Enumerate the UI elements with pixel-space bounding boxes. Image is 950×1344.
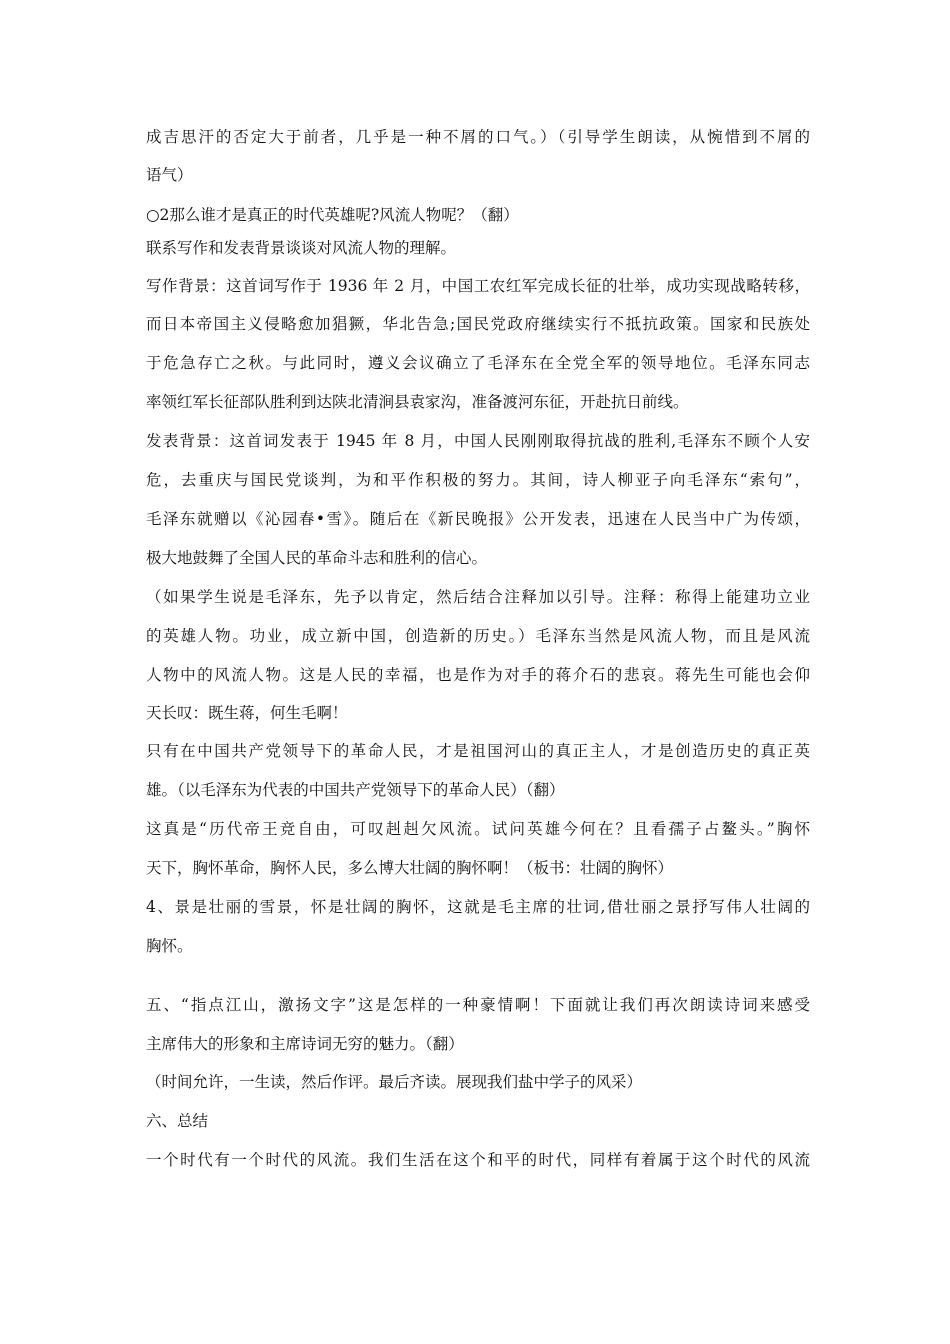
- text-line-1: 成吉思汗的否定大于前者，几乎是一种不屑的口气。）（引导学生朗读，从惋惜到不屑的: [146, 128, 810, 146]
- text-line-21: 4、景是壮丽的雪景，怀是壮阔的胸怀，这就是毛主席的壮词,借壮丽之景抒写伟人壮阔的: [146, 898, 810, 916]
- text-line-3: ○2那么谁才是真正的时代英雄呢?风流人物呢？（翻）: [146, 206, 519, 224]
- text-line-18: 雄。（以毛泽东为代表的中国共产党领导下的革命人民）（翻）: [146, 781, 565, 799]
- text-line-27: 一个时代有一个时代的风流。我们生活在这个和平的时代，同样有着属于这个时代的风流: [146, 1151, 810, 1169]
- text-line-13: （如果学生说是毛泽东，先予以肯定，然后结合注释加以引导。注释：称得上能建功立业: [146, 588, 810, 606]
- text-line-10: 危，去重庆与国民党谈判，为和平作积极的努力。其间，诗人柳亚子向毛泽东“索句”，: [146, 471, 810, 489]
- text-line-24: 主席伟大的形象和主席诗词无穷的魅力。（翻）: [146, 1035, 464, 1053]
- text-line-4: 联系写作和发表背景谈谈对风流人物的理解。: [146, 239, 457, 257]
- text-line-26: 六、总结: [146, 1112, 209, 1130]
- text-line-15: 人物中的风流人物。这是人民的幸福，也是作为对手的蒋介石的悲哀。蒋先生可能也会仰: [146, 666, 810, 684]
- text-line-22: 胸怀。: [146, 937, 193, 955]
- text-line-5: 写作背景：这首词写作于 1936 年 2 月，中国工农红军完成长征的壮举，成功实现战略转移，: [146, 277, 810, 295]
- text-line-25: （时间允许，一生读，然后作评。最后齐读。展现我们盐中学子的风采）: [146, 1073, 643, 1091]
- text-line-14: 的英雄人物。功业，成立新中国，创造新的历史。）毛泽东当然是风流人物，而且是风流: [146, 627, 810, 645]
- text-line-20: 天下，胸怀革命，胸怀人民，多么博大壮阔的胸怀啊！（板书：壮阔的胸怀）: [146, 859, 674, 877]
- text-line-6: 而日本帝国主义侵略愈加猖獗，华北告急;国民党政府继续实行不抵抗政策。国家和民族处: [146, 315, 810, 333]
- text-line-11: 毛泽东就赠以《沁园春•雪》。随后在《新民晚报》公开发表，迅速在人民当中广为传颂，: [146, 510, 810, 528]
- text-line-12: 极大地鼓舞了全国人民的革命斗志和胜利的信心。: [146, 549, 488, 567]
- text-line-9: 发表背景：这首词发表于 1945 年 8 月，中国人民刚刚取得抗战的胜利,毛泽东不顾个人安: [146, 432, 810, 450]
- text-line-23: 五、“指点江山，激扬文字”这是怎样的一种豪情啊！下面就让我们再次朗读诗词来感受: [146, 996, 810, 1014]
- text-line-19: 这真是“历代帝王竞自由，可叹赳赳欠风流。试问英雄今何在？且看孺子占鳌头。”胸怀: [146, 820, 810, 838]
- text-line-2: 语气）: [146, 166, 193, 184]
- text-line-17: 只有在中国共产党领导下的革命人民，才是祖国河山的真正主人，才是创造历史的真正英: [146, 742, 810, 760]
- text-line-8: 率领红军长征部队胜利到达陕北清涧县袁家沟，准备渡河东征，开赴抗日前线。: [146, 393, 689, 411]
- text-line-16: 天长叹：既生蒋，何生毛啊！: [146, 704, 348, 722]
- text-line-7: 于危急存亡之秋。与此同时，遵义会议确立了毛泽东在全党全军的领导地位。毛泽东同志: [146, 354, 810, 372]
